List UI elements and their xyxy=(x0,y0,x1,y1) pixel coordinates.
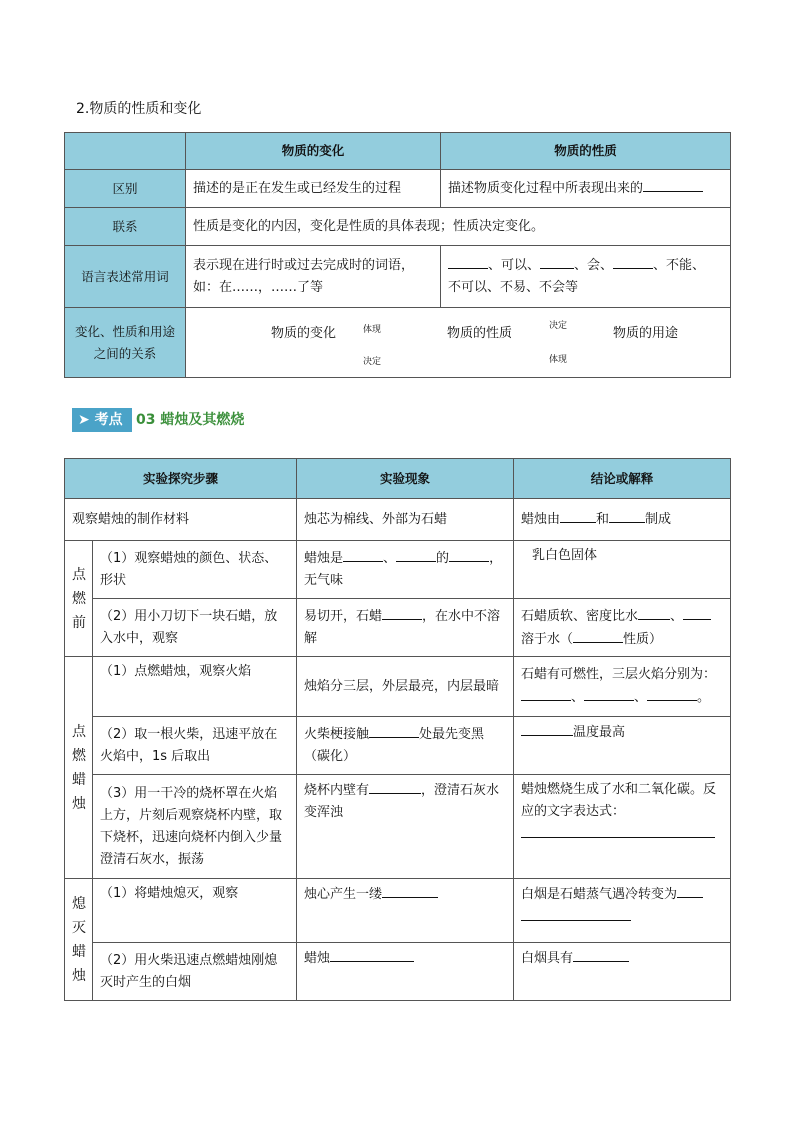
section-title: 2.物质的性质和变化 xyxy=(76,101,202,117)
badge-title: 03 蜡烛及其燃烧 xyxy=(136,412,245,428)
blank[interactable] xyxy=(521,906,631,921)
step-materials: 观察蜡烛的制作材料 xyxy=(65,499,297,541)
conc: 白烟具有 xyxy=(514,943,731,1001)
arrow-label: 体现 xyxy=(363,324,382,335)
blank[interactable] xyxy=(521,823,715,838)
step: （1）点燃蜡烛，观察火焰 xyxy=(93,657,297,717)
diff-property: 描述物质变化过程中所表现出来的 xyxy=(441,170,731,208)
blank[interactable] xyxy=(448,254,488,269)
blank[interactable] xyxy=(382,883,438,898)
arrow-label: 决定 xyxy=(363,356,382,367)
blank[interactable] xyxy=(521,721,573,736)
row-label-link: 联系 xyxy=(65,208,186,246)
conc: 白烟是石蜡蒸气遇冷转变为 xyxy=(514,879,731,943)
step: （1）将蜡烛熄灭，观察 xyxy=(93,879,297,943)
badge-label: ➤ 考点 xyxy=(72,408,132,432)
flow-change: 物质的变化 xyxy=(271,325,337,341)
diff-change: 描述的是正在发生或已经发生的过程 xyxy=(186,170,441,208)
phen: 蜡烛 xyxy=(297,943,514,1001)
step: （3）用一干冷的烧杯罩在火焰上方，片刻后观察烧杯内壁，取下烧杯，迅速向烧杯内倒入少量澄清石灰水，振荡 xyxy=(93,775,297,879)
header-conclusion: 结论或解释 xyxy=(514,459,731,499)
header-change: 物质的变化 xyxy=(186,133,441,170)
blank[interactable] xyxy=(369,723,419,738)
blank[interactable] xyxy=(396,547,436,562)
candle-table xyxy=(64,458,731,1001)
blank[interactable] xyxy=(573,628,623,643)
properties-table xyxy=(64,132,731,378)
conc: 温度最高 xyxy=(514,717,731,775)
blank[interactable] xyxy=(343,547,383,562)
step: （2）用火柴迅速点燃蜡烛刚熄灭时产生的白烟 xyxy=(93,943,297,1001)
phen: 火柴梗接触 处最先变黑（碳化） xyxy=(297,717,514,775)
group-out: 熄灭蜡烛 xyxy=(65,879,93,1001)
blank[interactable] xyxy=(382,605,422,620)
row-label-words: 语言表述常用词 xyxy=(65,246,186,308)
arrow-label: 决定 xyxy=(549,320,568,331)
flow-property: 物质的性质 xyxy=(447,325,513,341)
phen: 易切开，石蜡 ，在水中不溶解 xyxy=(297,599,514,657)
arrow-right-icon: ➤ xyxy=(78,412,95,428)
header-empty xyxy=(65,133,186,170)
phen: 烛焰分三层，外层最亮，内层最暗 xyxy=(297,657,514,717)
phen-materials: 烛芯为棉线、外部为石蜡 xyxy=(297,499,514,541)
relation-diagram xyxy=(186,308,731,378)
blank[interactable] xyxy=(521,686,571,701)
blank[interactable] xyxy=(584,686,634,701)
blank[interactable] xyxy=(643,177,703,192)
blank[interactable] xyxy=(647,686,697,701)
blank[interactable] xyxy=(638,605,670,620)
blank[interactable] xyxy=(677,883,703,898)
header-phenomena: 实验现象 xyxy=(297,459,514,499)
conc: 石蜡质软、密度比水 、 溶于水（ 性质） xyxy=(514,599,731,657)
header-property: 物质的性质 xyxy=(441,133,731,170)
words-change: 表示现在进行时或过去完成时的词语，如：在……，……了等 xyxy=(186,246,441,308)
row-label-diff: 区别 xyxy=(65,170,186,208)
group-lit: 点燃蜡烛 xyxy=(65,657,93,879)
blank[interactable] xyxy=(683,605,711,620)
conc-materials: 蜡烛由 和 制成 xyxy=(514,499,731,541)
step: （2）用小刀切下一块石蜡，放入水中，观察 xyxy=(93,599,297,657)
group-before: 点燃前 xyxy=(65,541,93,657)
arrow-label: 体现 xyxy=(549,354,568,365)
header-steps: 实验探究步骤 xyxy=(65,459,297,499)
phen: 蜡烛是 、 的 ， 无气味 xyxy=(297,541,514,599)
blank[interactable] xyxy=(609,508,645,523)
blank[interactable] xyxy=(330,947,414,962)
blank[interactable] xyxy=(573,947,629,962)
blank[interactable] xyxy=(560,508,596,523)
conc: 蜡烛燃烧生成了水和二氧化碳。反应的文字表达式： xyxy=(514,775,731,879)
flow-use: 物质的用途 xyxy=(613,325,679,341)
row-label-relation: 变化、性质和用途之间的关系 xyxy=(65,308,186,378)
conc: 石蜡有可燃性，三层火焰分别为： 、 、 。 xyxy=(514,657,731,717)
phen: 烧杯内壁有 ，澄清石灰水变浑浊 xyxy=(297,775,514,879)
conc: 乳白色固体 xyxy=(514,541,731,599)
phen: 烛心产生一缕 xyxy=(297,879,514,943)
blank[interactable] xyxy=(540,254,574,269)
step: （2）取一根火柴，迅速平放在火焰中，1s 后取出 xyxy=(93,717,297,775)
blank[interactable] xyxy=(613,254,653,269)
words-property: 、可以、 、会、 、不能、 不可以、不易、不会等 xyxy=(441,246,731,308)
step: （1）观察蜡烛的颜色、状态、形状 xyxy=(93,541,297,599)
link-text: 性质是变化的内因，变化是性质的具体表现；性质决定变化。 xyxy=(186,208,731,246)
blank[interactable] xyxy=(369,779,421,794)
blank[interactable] xyxy=(449,547,489,562)
